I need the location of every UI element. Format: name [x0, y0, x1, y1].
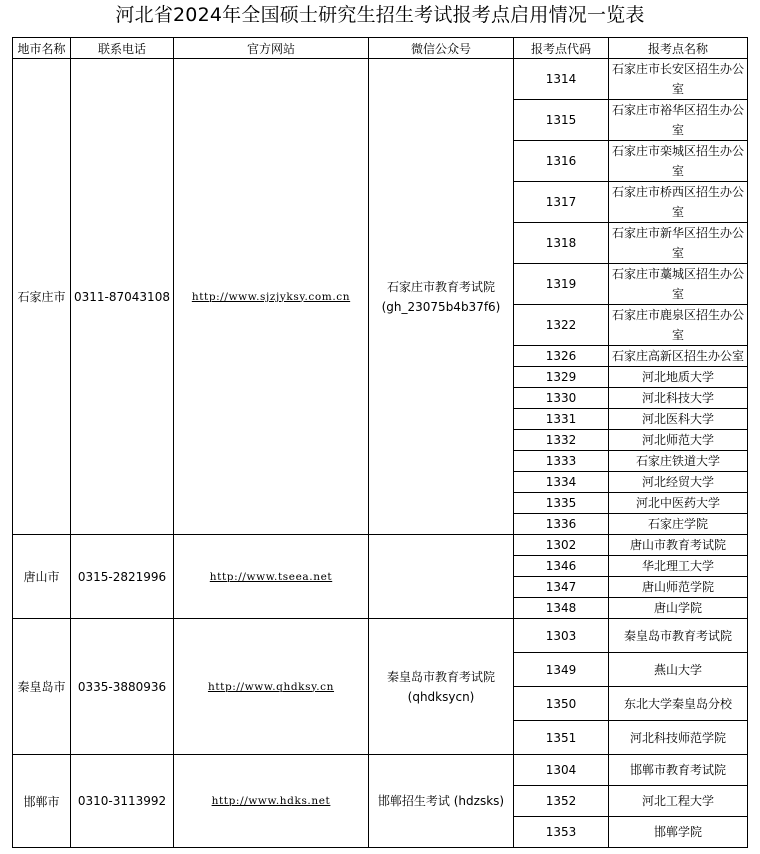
phone-cell: 0310-3113992	[71, 755, 174, 848]
page-title: 河北省2024年全国硕士研究生招生考试报考点启用情况一览表	[115, 4, 645, 26]
city-cell: 石家庄市	[13, 59, 71, 535]
table-header-row	[13, 38, 748, 59]
site-code-cell: 1319	[514, 264, 609, 305]
site-name-cell	[609, 755, 748, 786]
wechat-cell	[369, 619, 514, 755]
site-name-cell	[609, 223, 748, 264]
site-name-line1: 石家庄市桥西区招生办公	[611, 185, 744, 199]
site-code-cell: 1335	[514, 493, 609, 514]
site-name-line1: 石家庄市长安区招生办公	[611, 62, 744, 76]
exam-site-table	[12, 37, 748, 848]
site-code-cell: 1329	[514, 367, 609, 388]
site-code-cell: 1333	[514, 451, 609, 472]
site-name-line2: 室	[671, 164, 684, 178]
site-code-cell: 1336	[514, 514, 609, 535]
site-code-cell: 1332	[514, 430, 609, 451]
site-name-cell	[609, 493, 748, 514]
city-cell: 秦皇岛市	[13, 619, 71, 755]
wechat-cell	[369, 59, 514, 535]
city-cell: 邯郸市	[13, 755, 71, 848]
site-code-cell: 1351	[514, 721, 609, 755]
header-code: 报考点代码	[514, 38, 609, 59]
site-code-cell: 1317	[514, 182, 609, 223]
site-name-line1: 燕山大学	[653, 662, 702, 677]
site-name-line1: 石家庄市藁城区招生办公	[611, 267, 744, 281]
site-name-line1: 石家庄市新华区招生办公	[611, 226, 744, 240]
site-name-line2: 室	[671, 328, 684, 342]
site-code-cell: 1314	[514, 59, 609, 100]
site-name-line1: 唐山市教育考试院	[629, 538, 726, 552]
header-wechat: 微信公众号	[369, 38, 514, 59]
site-name-line1: 河北中医药大学	[635, 496, 720, 510]
site-code-cell: 1315	[514, 100, 609, 141]
site-name-cell	[609, 721, 748, 755]
wechat-id: (gh_23075b4b37f6)	[381, 299, 501, 314]
site-name-line1: 石家庄铁道大学	[635, 454, 720, 468]
site-name-line1: 秦皇岛市教育考试院	[623, 628, 732, 643]
site-code-cell: 1347	[514, 577, 609, 598]
site-code-cell: 1316	[514, 141, 609, 182]
website-cell	[174, 59, 369, 535]
site-name-cell	[609, 472, 748, 493]
site-code-cell: 1330	[514, 388, 609, 409]
site-code-cell: 1326	[514, 346, 609, 367]
site-code-cell: 1304	[514, 755, 609, 786]
wechat-cell	[369, 755, 514, 848]
site-name-line1: 华北理工大学	[641, 559, 714, 573]
site-code-cell: 1353	[514, 817, 609, 848]
site-name-cell	[609, 514, 748, 535]
site-code-cell: 1346	[514, 556, 609, 577]
site-name-cell	[609, 430, 748, 451]
website-cell	[174, 619, 369, 755]
site-name-line2: 室	[671, 205, 684, 219]
site-name-line1: 河北科技师范学院	[629, 730, 726, 745]
site-name-cell	[609, 264, 748, 305]
site-name-cell	[609, 619, 748, 653]
site-name-cell	[609, 598, 748, 619]
site-name-line2: 室	[671, 123, 684, 137]
site-name-line1: 石家庄市裕华区招生办公	[611, 103, 744, 117]
phone-cell: 0311-87043108	[71, 59, 174, 535]
site-code-cell: 1334	[514, 472, 609, 493]
site-name-cell	[609, 577, 748, 598]
website-link[interactable]: http://www.qhdksy.cn	[207, 680, 335, 693]
site-name-line2: 室	[671, 287, 684, 301]
wechat-name: 石家庄市教育考试院	[386, 279, 495, 294]
wechat-name: 邯郸招生考试 (hdzsks)	[377, 794, 505, 808]
header-site-name: 报考点名称	[609, 38, 748, 59]
site-name-cell	[609, 535, 748, 556]
wechat-id: (qhdksycn)	[407, 689, 475, 704]
site-name-line1: 河北科技大学	[641, 391, 714, 405]
site-name-line1: 石家庄市鹿泉区招生办公	[611, 308, 744, 322]
site-name-cell	[609, 388, 748, 409]
site-name-cell	[609, 687, 748, 721]
header-city: 地市名称	[13, 38, 71, 59]
site-name-cell	[609, 305, 748, 346]
site-name-line1: 邯郸学院	[653, 825, 702, 839]
site-name-cell	[609, 786, 748, 817]
site-name-line1: 唐山学院	[653, 601, 702, 615]
site-name-line1: 河北经贸大学	[641, 475, 714, 489]
phone-cell: 0335-3880936	[71, 619, 174, 755]
site-name-cell	[609, 100, 748, 141]
header-phone: 联系电话	[71, 38, 174, 59]
site-name-line1: 唐山师范学院	[641, 580, 714, 594]
site-name-line2: 室	[671, 246, 684, 260]
header-website: 官方网站	[174, 38, 369, 59]
site-name-line1: 石家庄高新区招生办公室	[611, 349, 744, 363]
site-name-cell	[609, 409, 748, 430]
site-code-cell: 1331	[514, 409, 609, 430]
site-name-cell	[609, 182, 748, 223]
site-name-line1: 河北工程大学	[641, 794, 714, 808]
city-cell: 唐山市	[13, 535, 71, 619]
phone-cell: 0315-2821996	[71, 535, 174, 619]
site-name-line1: 邯郸市教育考试院	[629, 763, 726, 777]
site-name-line1: 河北医科大学	[641, 412, 714, 426]
site-code-cell: 1349	[514, 653, 609, 687]
site-name-cell	[609, 817, 748, 848]
site-name-cell	[609, 141, 748, 182]
wechat-name: 秦皇岛市教育考试院	[386, 669, 495, 684]
site-name-line1: 石家庄学院	[647, 517, 708, 531]
site-name-line1: 河北师范大学	[641, 433, 714, 447]
site-code-cell: 1302	[514, 535, 609, 556]
website-link[interactable]: http://www.sjzjyksy.com.cn	[191, 290, 351, 303]
website-cell	[174, 535, 369, 619]
site-code-cell: 1322	[514, 305, 609, 346]
table-row	[13, 755, 748, 786]
site-name-cell	[609, 451, 748, 472]
website-cell	[174, 755, 369, 848]
site-code-cell: 1350	[514, 687, 609, 721]
site-name-line1: 石家庄市栾城区招生办公	[611, 144, 744, 158]
wechat-cell	[369, 535, 514, 619]
table-row	[13, 59, 748, 100]
site-name-line1: 河北地质大学	[641, 370, 714, 384]
website-link[interactable]: http://www.hdks.net	[211, 795, 331, 807]
site-name-line1: 东北大学秦皇岛分校	[623, 696, 732, 711]
site-name-line2: 室	[671, 82, 684, 96]
website-link[interactable]: http://www.tseea.net	[209, 570, 333, 583]
site-name-cell	[609, 346, 748, 367]
site-code-cell: 1348	[514, 598, 609, 619]
site-code-cell: 1303	[514, 619, 609, 653]
site-code-cell: 1318	[514, 223, 609, 264]
site-name-cell	[609, 59, 748, 100]
site-name-cell	[609, 556, 748, 577]
site-name-cell	[609, 653, 748, 687]
table-row	[13, 535, 748, 556]
table-row	[13, 619, 748, 653]
site-code-cell: 1352	[514, 786, 609, 817]
site-name-cell	[609, 367, 748, 388]
